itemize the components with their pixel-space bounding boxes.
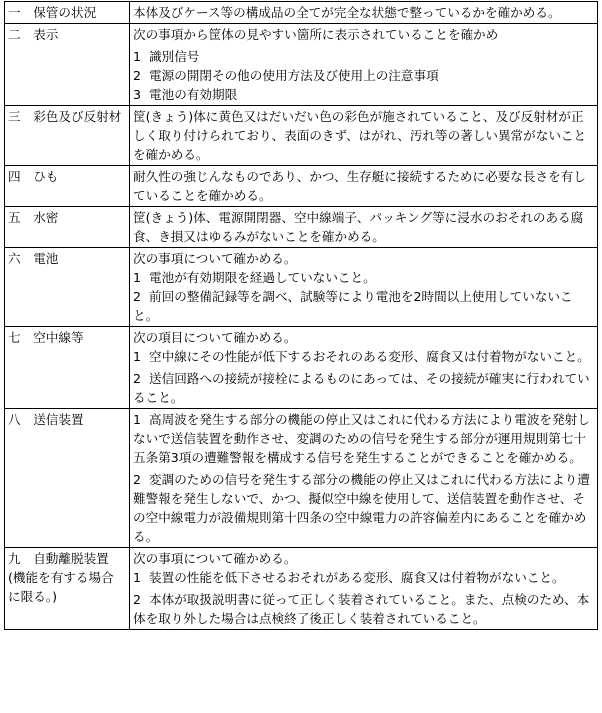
list-item xyxy=(133,410,594,467)
item-label: 八 送信装置 xyxy=(5,409,130,548)
table-row xyxy=(5,106,598,166)
list-item xyxy=(133,590,594,628)
item-label: 七 空中線等 xyxy=(5,327,130,409)
table-row xyxy=(5,24,598,106)
item-description xyxy=(130,2,598,24)
item-label: 三 彩色及び反射材 xyxy=(5,106,130,166)
list-number: 3 xyxy=(133,87,142,102)
item-description xyxy=(130,106,598,166)
list-text: 空中線にその性能が低下するおそれのある変形、腐食又は付着物がないこと。 xyxy=(149,349,590,364)
inspection-table xyxy=(4,1,598,630)
description-intro: 次の事項から筐体の見やすい箇所に表示されていることを確かめ xyxy=(133,27,499,42)
description-text: 本体及びケース等の構成品の全てが完全な状態で整っているかを確かめる。 xyxy=(133,5,561,20)
list-number: 2 xyxy=(133,68,142,83)
list-text: 高周波を発生する部分の機能の停止又はこれに代わる方法により電波を発射しないで送信装置を動作させ、変調のための信号を発生する部分が運用規則第七十五条第3項の遭難警報を構成する信号を発生することができることを確かめる。 xyxy=(133,412,590,465)
list-item xyxy=(133,369,594,407)
item-label: 九 自動離脱装置(機能を有する場合に限る。) xyxy=(5,548,130,630)
item-description xyxy=(130,207,598,248)
description-intro: 次の事項について確かめる。 xyxy=(133,251,297,266)
table-row xyxy=(5,327,598,409)
list-text: 識別信号 xyxy=(149,49,200,64)
list-number: 1 xyxy=(133,412,142,427)
item-label: 二 表示 xyxy=(5,24,130,106)
table-row xyxy=(5,548,598,630)
list-item xyxy=(133,347,594,366)
item-label: 六 電池 xyxy=(5,248,130,327)
list-text: 電池が有効期限を経過していないこと。 xyxy=(149,270,376,285)
item-description xyxy=(130,24,598,106)
list-text: 変調のための信号を発生する部分の機能の停止又はこれに代わる方法により遭難警報を発生しないで、かつ、擬似空中線を使用して、送信装置を動作させ、その空中線電力が設備規則第十四条の空中線電力の許容偏差内にあることを確かめる。 xyxy=(133,472,590,544)
list-text: 送信回路への接続が接栓によるものにあっては、その接続が確実に行われていること。 xyxy=(133,371,590,405)
list-text: 前回の整備記録等を調べ、試験等により電池を2時間以上使用していないこと。 xyxy=(133,289,573,323)
list-number: 1 xyxy=(133,349,142,364)
item-label: 一 保管の状況 xyxy=(5,2,130,24)
list-item xyxy=(133,85,594,104)
list-number: 1 xyxy=(133,270,142,285)
description-text: 耐久性の強じんなものであり、かつ、生存艇に接続するために必要な長さを有していることを確かめる。 xyxy=(133,169,586,203)
item-label: 四 ひも xyxy=(5,166,130,207)
table-row xyxy=(5,248,598,327)
list-item xyxy=(133,66,594,85)
list-text: 電池の有効期限 xyxy=(149,87,238,102)
item-label: 五 水密 xyxy=(5,207,130,248)
list-item xyxy=(133,287,594,325)
description-intro: 次の項目について確かめる。 xyxy=(133,330,297,345)
list-text: 電源の開閉その他の使用方法及び使用上の注意事項 xyxy=(149,68,439,83)
list-number: 1 xyxy=(133,570,142,585)
list-text: 本体が取扱説明書に従って正しく装着されていること。また、点検のため、本体を取り外した場合は点検終了後正しく装着されていること。 xyxy=(133,592,590,626)
item-description xyxy=(130,409,598,548)
description-text: 筐(きょう)体、電源開閉器、空中線端子、パッキング等に浸水のおそれのある腐食、き損又はゆるみがないことを確かめる。 xyxy=(133,210,584,244)
table-row xyxy=(5,166,598,207)
item-description xyxy=(130,327,598,409)
table-row xyxy=(5,2,598,24)
list-number: 2 xyxy=(133,592,142,607)
list-number: 2 xyxy=(133,289,142,304)
list-item xyxy=(133,568,594,587)
list-number: 2 xyxy=(133,371,142,386)
list-item xyxy=(133,47,594,66)
list-item xyxy=(133,268,594,287)
item-description xyxy=(130,548,598,630)
item-description xyxy=(130,248,598,327)
table-row xyxy=(5,409,598,548)
description-text: 筐(きょう)体に黄色又はだいだい色の彩色が施されていること、及び反射材が正しく取り付けられており、表面のきず、はがれ、汚れ等の著しい異常がないことを確かめる。 xyxy=(133,109,587,162)
table-row xyxy=(5,207,598,248)
item-description xyxy=(130,166,598,207)
description-intro: 次の事項について確かめる。 xyxy=(133,551,297,566)
list-number: 1 xyxy=(133,49,142,64)
list-number: 2 xyxy=(133,472,142,487)
list-item xyxy=(133,470,594,546)
list-text: 装置の性能を低下させるおそれがある変形、腐食又は付着物がないこと。 xyxy=(149,570,565,585)
